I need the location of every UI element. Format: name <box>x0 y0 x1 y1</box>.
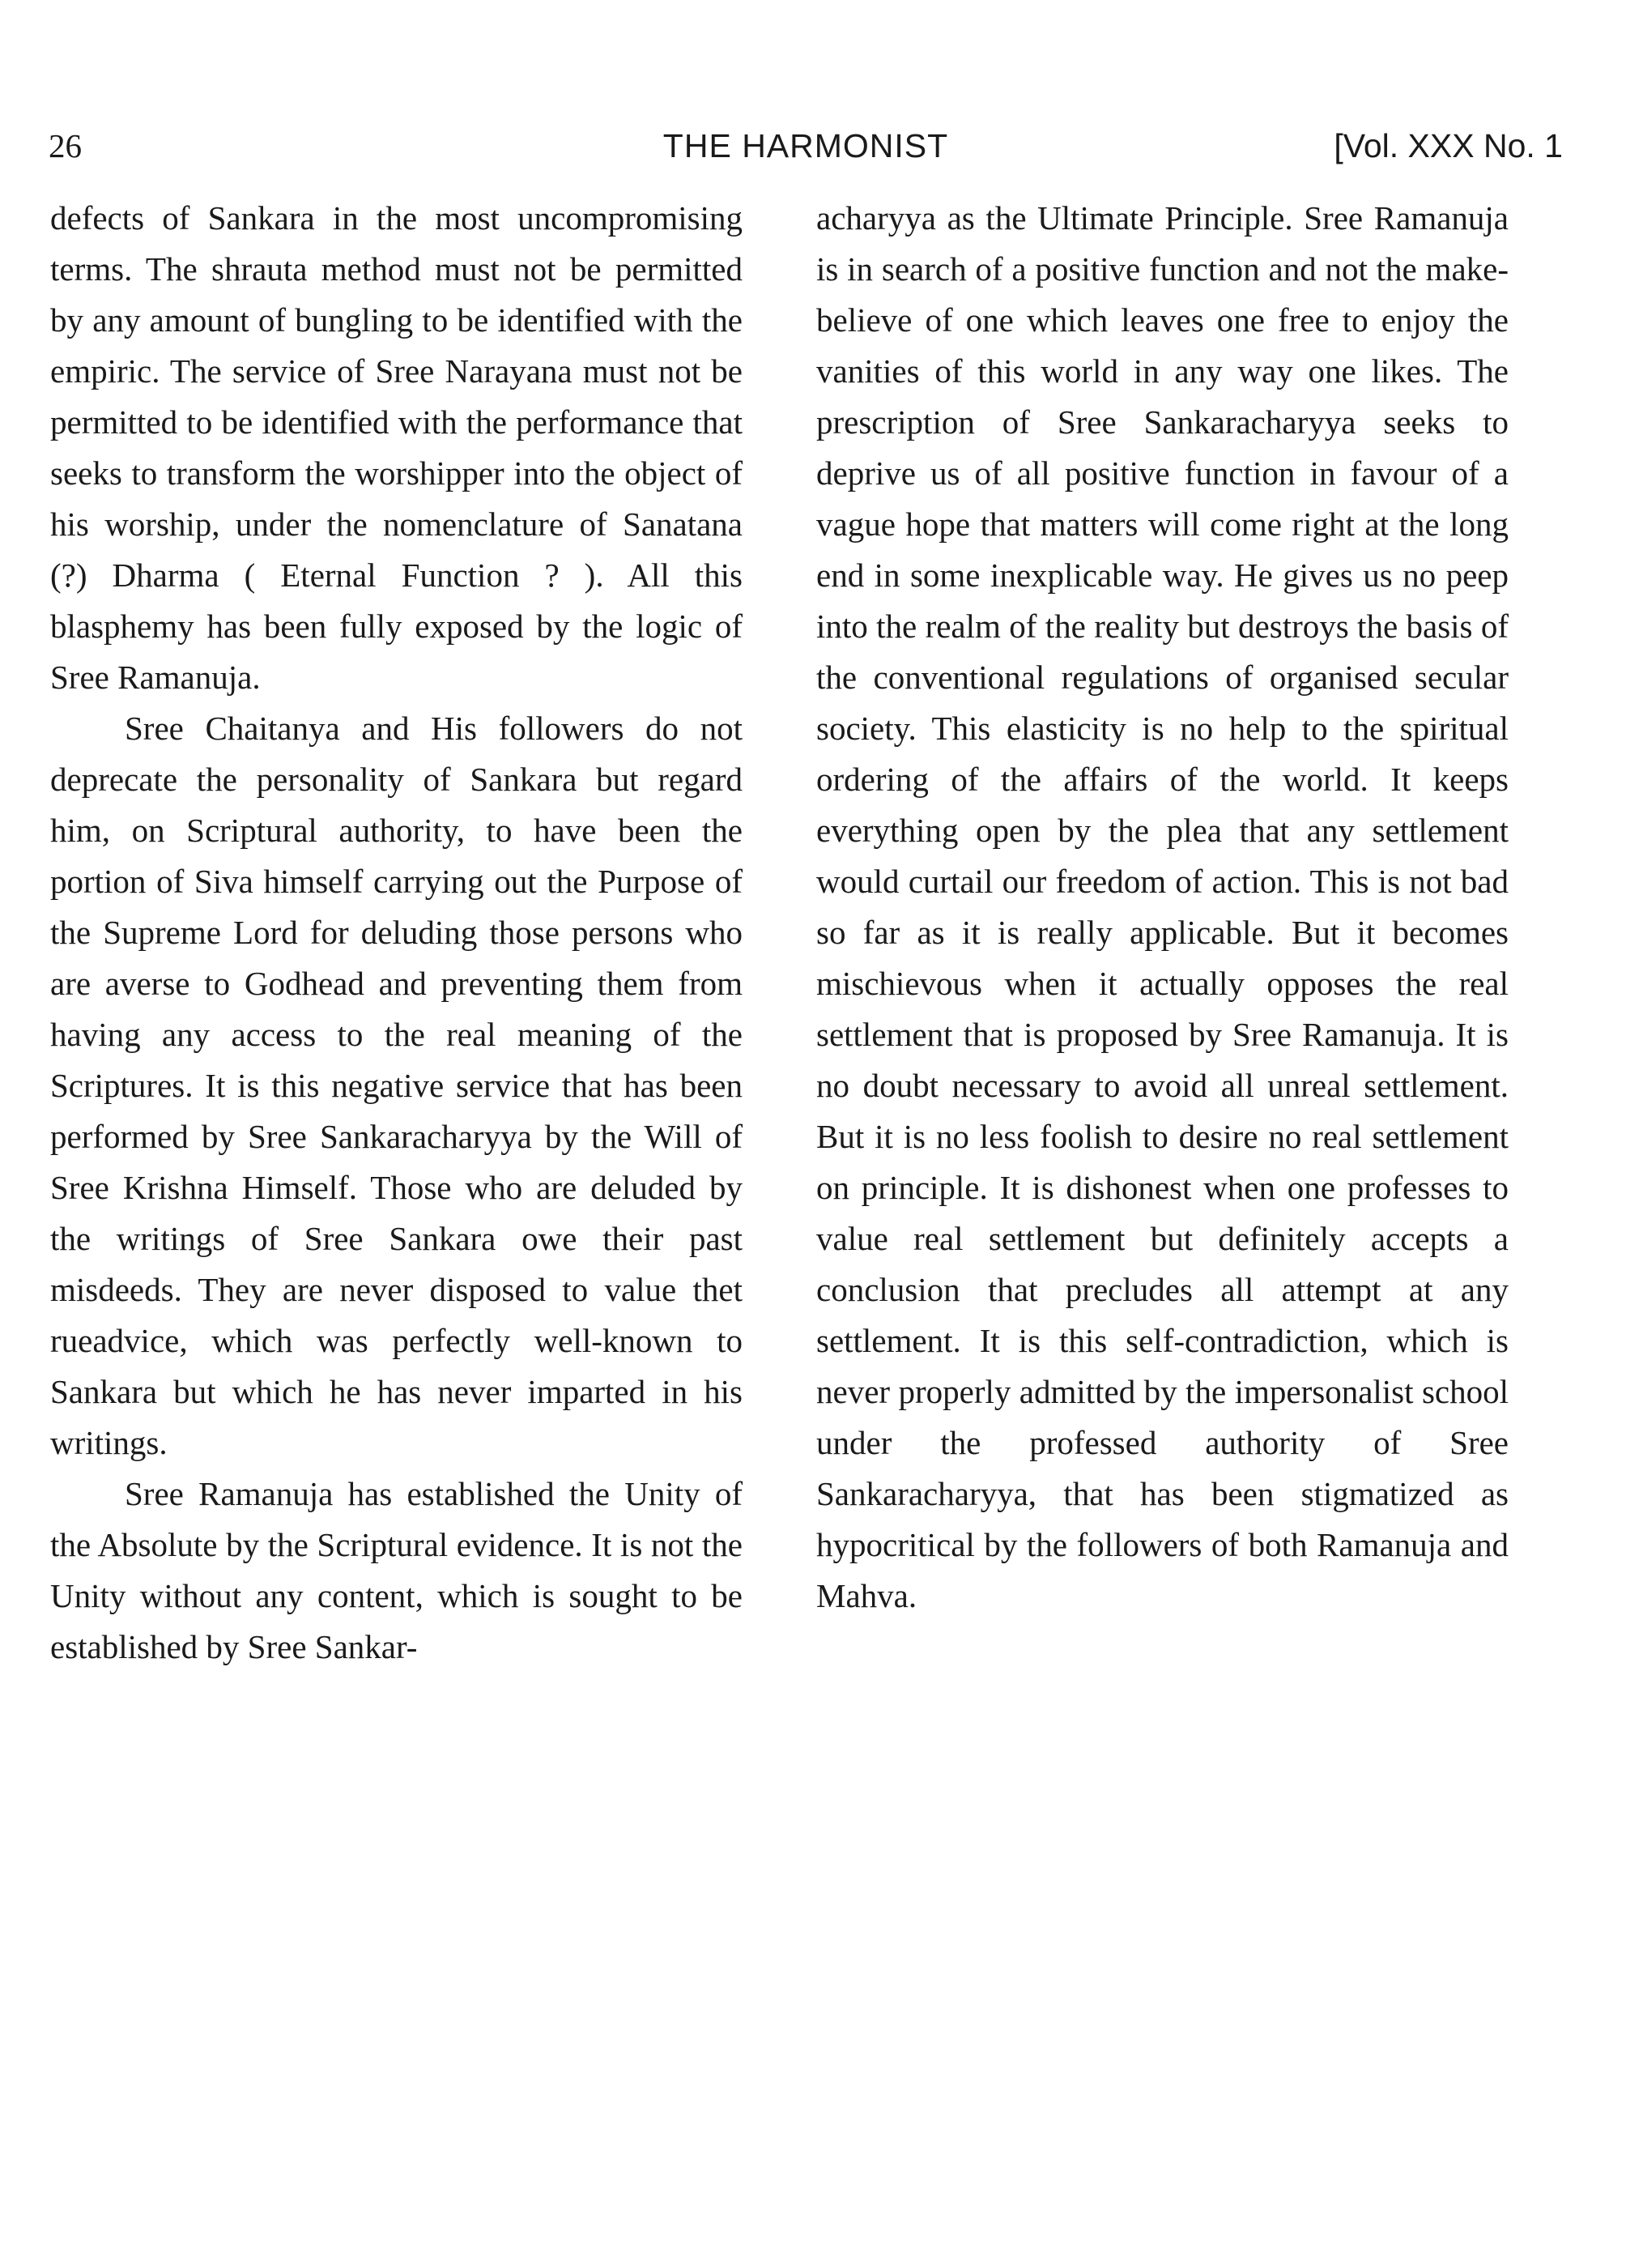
paragraph: Sree Ramanuja has established the Unity of the Absolute by the Scriptural evidence. It is not the Unity without any content, which is sought to be established by Sree Sankar- <box>50 1475 743 1665</box>
running-title: THE HARMONIST <box>662 127 949 164</box>
page-number: 26 <box>49 127 82 164</box>
page-header <box>49 122 1563 170</box>
paragraph: defects of Sankara in the most uncompromising terms. The shrauta method must not be permitted by any amount of bungling to be identified with the empiric. The service of Sree Narayana must not be permitted to be identified with the performance that seeks to transform the worshipper into the object of his worship, under the nomenclature of Sanatana (?) Dharma ( Eternal Function ? ). All this blasphemy has been fully exposed by the logic of Sree Ramanuja. <box>50 199 743 696</box>
paragraph: acharyya as the Ultimate Principle. Sree Ramanuja is in search of a positive function and not the make-believe of one which leaves one free to enjoy the vanities of this world in any way one likes. The prescription of Sree Sankaracharyya seeks to deprive us of all positive function in favour of a vague hope that matters will come right at the long end in some inexplicable way. He gives us no peep into the realm of the reality but destroys the basis of the conventional regulations of organised secular society. This elasticity is no help to the spiritual ordering of the affairs of the world. It keeps everything open by the plea that any settlement would curtail our freedom of action. This is not bad so far as it is really applicable. But it becomes mischievous when it actually opposes the real settlement that is proposed by Sree Ramanuja. It is no doubt necessary to avoid all unreal settlement. But it is no less foolish to desire no real settlement on principle. It is dishonest when one professes to value real settlement but definitely accepts a conclusion that precludes all attempt at any settlement. It is this self-contradiction, which is never properly admitted by the impersonalist school under the professed authority of Sree Sankaracharyya, that has been stigmatized as hypocritical by the followers of both Ramanuja and Mahva. <box>816 199 1509 1614</box>
left-column <box>50 193 743 1673</box>
right-column <box>816 193 1509 1622</box>
paragraph: Sree Chaitanya and His followers do not deprecate the personality of Sankara but regard him, on Scriptural authority, to have been the portion of Siva himself carrying out the Purpose of the Supreme Lord for deluding those persons who are averse to Godhead and preventing them from having any access to the real meaning of the Scriptures. It is this negative service that has been performed by Sree Sankaracharyya by the Will of Sree Krishna Himself. Those who are deluded by the writings of Sree Sankara owe their past misdeeds. They are never disposed to value thet rueadvice, which was perfectly well-known to Sankara but which he has never imparted in his writings. <box>50 710 743 1461</box>
volume-issue: [Vol. XXX No. 1 <box>1334 127 1563 164</box>
